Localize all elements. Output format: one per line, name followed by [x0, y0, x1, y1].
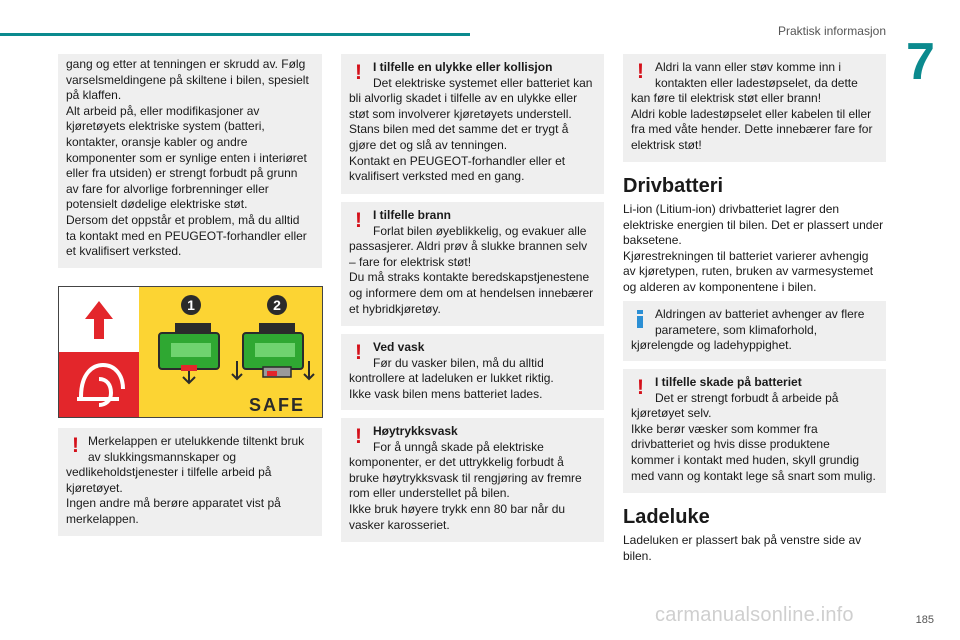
warning-icon: ! — [637, 60, 644, 83]
section-title: Praktisk informasjon — [777, 24, 886, 38]
text-line: av fare for alvorlige forbrenninger eller — [66, 181, 269, 196]
text-line: Det er strengt forbudt å arbeide på — [655, 390, 839, 405]
text-line: Ingen andre må berøre apparatet vist på — [66, 496, 281, 511]
warning-box-wash — [341, 334, 604, 410]
text-line: Dersom det oppstår et problem, må du alltid — [66, 212, 300, 227]
warning-box-water — [623, 54, 886, 162]
text-line: Merkelappen er utelukkende tiltenkt bruk — [88, 434, 305, 448]
text-line: Før du vasker bilen, må du alltid — [373, 355, 544, 370]
text-line: Stans bilen med det samme det er trygt å — [349, 122, 569, 137]
text-line: For å unngå skade på elektriske — [373, 439, 544, 454]
text-line: Alt arbeid på, eller modifikasjoner av — [66, 103, 260, 118]
safety-label-illustration — [59, 287, 322, 417]
text-line: Ladeluken er plassert bak på venstre side av — [623, 533, 862, 547]
text-line: merkelappen. — [66, 511, 139, 526]
text-line: eller fra utsiden) er strengt forbudt på grunn — [66, 166, 298, 181]
box-title: Ved vask — [373, 340, 425, 354]
drivbatteri-paragraph — [623, 202, 893, 296]
text-line: drivbatteriet og hvis disse produktene — [631, 437, 830, 452]
info-box-battery-aging — [623, 301, 886, 361]
page-number: 185 — [915, 614, 934, 626]
text-line: fra med våte hender. Dette innebærer fare for — [631, 122, 873, 137]
chapter-number: 7 — [906, 33, 935, 91]
text-line: støt som involverer kjøretøyets understell. — [349, 106, 572, 121]
text-line: kjøretøyets elektriske system (batteri, — [66, 119, 265, 134]
text-line: kontakten eller ladestøpselet, da dette — [655, 75, 858, 90]
text-line: Ikke bruk høyere trykk enn 80 bar når du — [349, 501, 566, 516]
text-line: varselsmeldingene på skiltene i bilen, spesielt — [66, 72, 309, 87]
box-title: I tilfelle en ulykke eller kollisjon — [373, 60, 553, 74]
safety-label-figure — [58, 286, 323, 418]
text-line: gjøre det og slå av tenningen. — [349, 137, 508, 152]
warning-icon: ! — [355, 341, 362, 364]
warning-icon: ! — [355, 425, 362, 448]
warning-icon: ! — [72, 434, 79, 457]
text-line: gang og etter at tenningen er skrudd av. Følg — [66, 57, 306, 71]
warning-icon: ! — [637, 376, 644, 399]
text-line: Aldri koble ladestøpselet eller kabelen til eller — [631, 106, 872, 121]
text-line: Aldringen av batteriet avhenger av flere — [655, 307, 865, 321]
text-line: bruke høytrykksvask til rengjøring av fremre — [349, 470, 582, 485]
box-title: I tilfelle skade på batteriet — [655, 375, 802, 389]
warning-box-accident — [341, 54, 604, 194]
text-line: passasjerer. Aldri prøv å slukke brannen selv — [349, 239, 588, 254]
text-line: et hybridkjøretøy. — [349, 301, 441, 316]
warning-icon: ! — [355, 209, 362, 232]
info-icon — [637, 310, 643, 333]
text-line: og informere dem om at hendelsen innebærer — [349, 285, 594, 300]
text-line: – fare for elektrisk støt! — [349, 254, 472, 269]
text-line: Det elektriske systemet eller batteriet kan — [373, 75, 593, 90]
text-line: kontakter, oransje kabler og andre — [66, 134, 248, 149]
safe-label-text: SAFE — [248, 395, 306, 415]
text-line: Ikke vask bilen mens batteriet lades. — [349, 386, 543, 401]
text-line: vasker karosseriet. — [349, 517, 450, 532]
text-line: komponenter, er det uttrykkelig forbudt å — [349, 455, 564, 470]
header-accent-bar — [0, 33, 470, 36]
warning-icon: ! — [355, 61, 362, 84]
text-line: baksetene. — [623, 233, 682, 248]
warning-box-label — [58, 428, 322, 536]
text-line: bilen. — [623, 548, 652, 563]
section-heading-ladeluke: Ladeluke — [623, 506, 710, 528]
text-line: kvalifisert verksted med en gang. — [349, 169, 525, 184]
text-line: kjørelengde og ladehyppighet. — [631, 338, 792, 353]
text-line: potensielt dødelige elektriske støt. — [66, 197, 248, 212]
text-line: parametere, som klimaforhold, — [655, 322, 818, 337]
warning-box-battery-damage — [623, 369, 886, 493]
warning-box-continued — [58, 54, 322, 268]
text-line: kontrollere at ladeluken er lukket riktig. — [349, 371, 554, 386]
text-line: rom eller understellet på bilen. — [349, 486, 510, 501]
text-line: komponenter som er synlige enten i interiøret — [66, 150, 307, 165]
text-line: ta kontakt med en PEUGEOT-forhandler eller — [66, 228, 307, 243]
text-line: Ikke berør væsker som kommer fra — [631, 421, 818, 436]
text-line: med vann og kontakt lege så snart som mulig. — [631, 468, 876, 483]
text-line: Li-ion (Litium-ion) drivbatteriet lagrer den — [623, 202, 840, 216]
text-line: vedlikeholdstjenester i tilfelle arbeid på — [66, 465, 272, 480]
text-line: kommer i kontakt med huden, skyll grundig — [631, 452, 860, 467]
text-line: elektriske energien til bilen. Det er plassert under — [623, 217, 884, 232]
text-line: kjøretøyet. — [66, 480, 123, 495]
box-title: Høytrykksvask — [373, 424, 458, 438]
text-line: av kjøretypen, ruten, bruken av varmesystemet — [623, 264, 874, 279]
ladeluke-paragraph — [623, 533, 893, 564]
text-line: på klaffen. — [66, 88, 122, 103]
text-line: Aldri la vann eller støv komme inn i — [655, 60, 842, 74]
text-line: Du må straks kontakte beredskapstjenestene — [349, 270, 590, 285]
warning-box-pressure-wash — [341, 418, 604, 542]
text-line: Kontakt en PEUGEOT-forhandler eller et — [349, 153, 566, 168]
text-line: elektrisk støt! — [631, 137, 702, 152]
watermark: carmanualsonline.info — [655, 604, 854, 626]
text-line: Forlat bilen øyeblikkelig, og evakuer alle — [373, 223, 587, 238]
text-line: kjøretøyet selv. — [631, 406, 712, 421]
badge-1-text: 1 — [187, 297, 195, 313]
warning-box-fire — [341, 202, 604, 326]
text-line: kan føre til elektrisk støt eller brann! — [631, 91, 822, 106]
text-line: og alderen av komponentene i bilen. — [623, 279, 817, 294]
text-line: et kvalifisert verksted. — [66, 244, 182, 259]
section-heading-drivbatteri: Drivbatteri — [623, 175, 724, 197]
text-line: Kjørestrekningen til batteriet varierer avhengig — [623, 248, 869, 263]
box-title: I tilfelle brann — [373, 208, 452, 222]
text-line: av slukkingsmannskaper og — [88, 449, 237, 464]
text-line: bli alvorlig skadet i tilfelle av en ulykke eller — [349, 91, 578, 106]
badge-2-text: 2 — [273, 297, 281, 313]
